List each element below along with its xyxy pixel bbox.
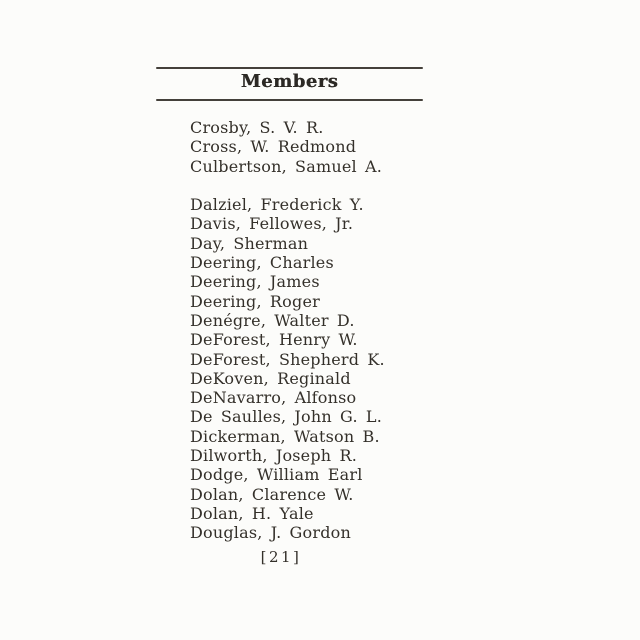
member-name: Denégre, Walter D.: [190, 310, 355, 330]
member-name: Cross, W. Redmond: [190, 137, 357, 157]
member-name: Dickerman, Watson B.: [190, 426, 380, 446]
member-name: Deering, James: [190, 272, 320, 292]
member-group-d: [190, 195, 385, 542]
member-name: Deering, Charles: [190, 253, 334, 273]
header-rule-bottom: [156, 99, 423, 101]
member-name: DeNavarro, Alfonso: [190, 388, 357, 408]
member-name: Davis, Fellowes, Jr.: [190, 214, 354, 234]
page-heading: Members: [240, 71, 339, 92]
member-name: Dalziel, Frederick Y.: [190, 195, 364, 215]
member-name: Day, Sherman: [190, 233, 309, 253]
member-name: Dolan, Clarence W.: [190, 484, 354, 504]
member-group-c: [190, 118, 385, 176]
member-name: Deering, Roger: [190, 291, 320, 311]
member-name: DeKoven, Reginald: [190, 368, 351, 388]
member-name: Dolan, H. Yale: [190, 503, 314, 523]
member-name: Douglas, J. Gordon: [190, 523, 351, 543]
member-name: Dilworth, Joseph R.: [190, 446, 357, 466]
member-name: De Saulles, John G. L.: [190, 407, 383, 427]
page-number: [21]: [260, 548, 302, 566]
member-name: Crosby, S. V. R.: [190, 118, 324, 137]
member-name: Culbertson, Samuel A.: [190, 156, 383, 176]
members-list: [190, 118, 385, 543]
member-name: Dodge, William Earl: [190, 465, 363, 485]
member-name: DeForest, Shepherd K.: [190, 349, 385, 369]
header-rule-top: [156, 67, 423, 69]
member-name: DeForest, Henry W.: [190, 330, 358, 350]
